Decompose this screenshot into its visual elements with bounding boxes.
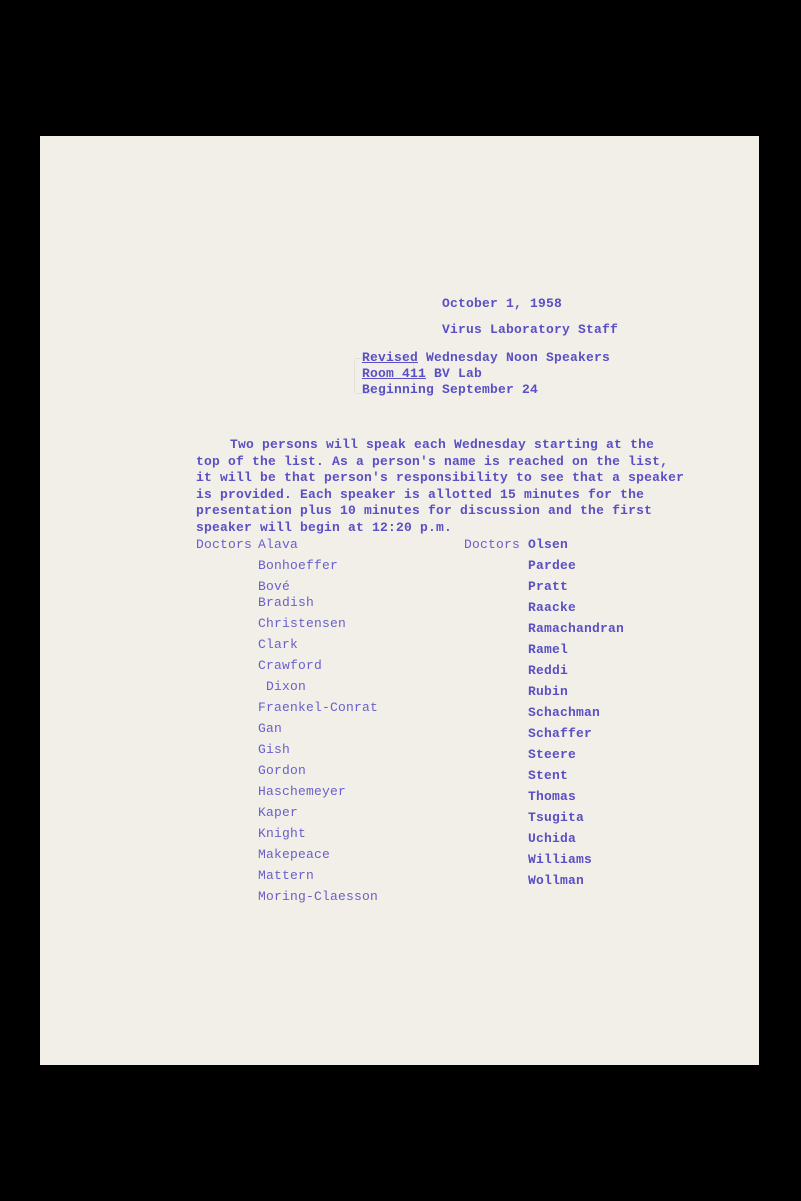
speaker-name: Ramachandran [528,621,625,636]
memo-start-line: Beginning September 24 [362,382,539,397]
speaker-name: Dixon [266,679,307,694]
speaker-name: Moring-Claesson [258,889,379,904]
speaker-name: Crawford [258,658,323,673]
location-rest: BV Lab [426,366,483,381]
memo-title-line [362,350,610,365]
speaker-name: Clark [258,637,299,652]
speaker-name: Gish [258,742,291,757]
memo-date: October 1, 1958 [442,296,563,311]
paragraph-line: it will be that person's responsibility to see that a speaker [196,470,685,485]
title-rest: Wednesday Noon Speakers [418,350,611,365]
speaker-name: Schaffer [528,726,593,741]
revised-word: Revised [362,350,419,365]
speaker-name: Haschemeyer [258,784,347,799]
speaker-name: Tsugita [528,810,585,825]
paragraph-line: is provided. Each speaker is allotted 15 minutes for the [196,486,645,502]
paragraph-line: top of the list. As a person's name is reached on the list, [196,453,669,469]
speaker-name: Kaper [258,805,299,820]
speaker-name: Wollman [528,873,585,888]
memo-organization: Virus Laboratory Staff [442,322,619,337]
speaker-name: Thomas [528,789,577,804]
speaker-name: Fraenkel-Conrat [258,700,379,715]
memo-paragraph [196,437,684,536]
speaker-name: Ramel [528,642,569,657]
speaker-name: Reddi [528,663,569,678]
speaker-name: Raacke [528,600,577,615]
speaker-name: Gan [258,721,283,736]
speaker-name: Mattern [258,868,315,883]
speaker-name: Rubin [528,684,569,699]
speaker-name: Pratt [528,579,569,594]
paragraph-line: Two persons will speak each Wednesday starting at the [230,437,655,452]
speaker-name: Knight [258,826,307,841]
paragraph-line: presentation plus 10 minutes for discussion and the first [196,503,653,518]
right-column-heading: Doctors [464,537,521,552]
speaker-name: Makepeace [258,847,331,862]
speaker-name: Williams [528,852,593,867]
speaker-name: Olsen [528,537,569,552]
speaker-name: Schachman [528,705,601,720]
room-number: Room 411 [362,366,427,381]
speaker-name: Alava [258,537,299,552]
document-page [40,136,759,1065]
speaker-name: Gordon [258,763,307,778]
speaker-name: Christensen [258,616,347,631]
speaker-name: Stent [528,768,569,783]
paragraph-line: speaker will begin at 12:20 p.m. [196,519,453,535]
speaker-name: Bové [258,579,291,594]
speaker-name: Steere [528,747,577,762]
speaker-name: Bonhoeffer [258,558,339,573]
speaker-name: Uchida [528,831,577,846]
speaker-name: Pardee [528,558,577,573]
speaker-name: Bradish [258,595,315,610]
left-column-heading: Doctors [196,537,253,552]
memo-location-line [362,366,482,381]
